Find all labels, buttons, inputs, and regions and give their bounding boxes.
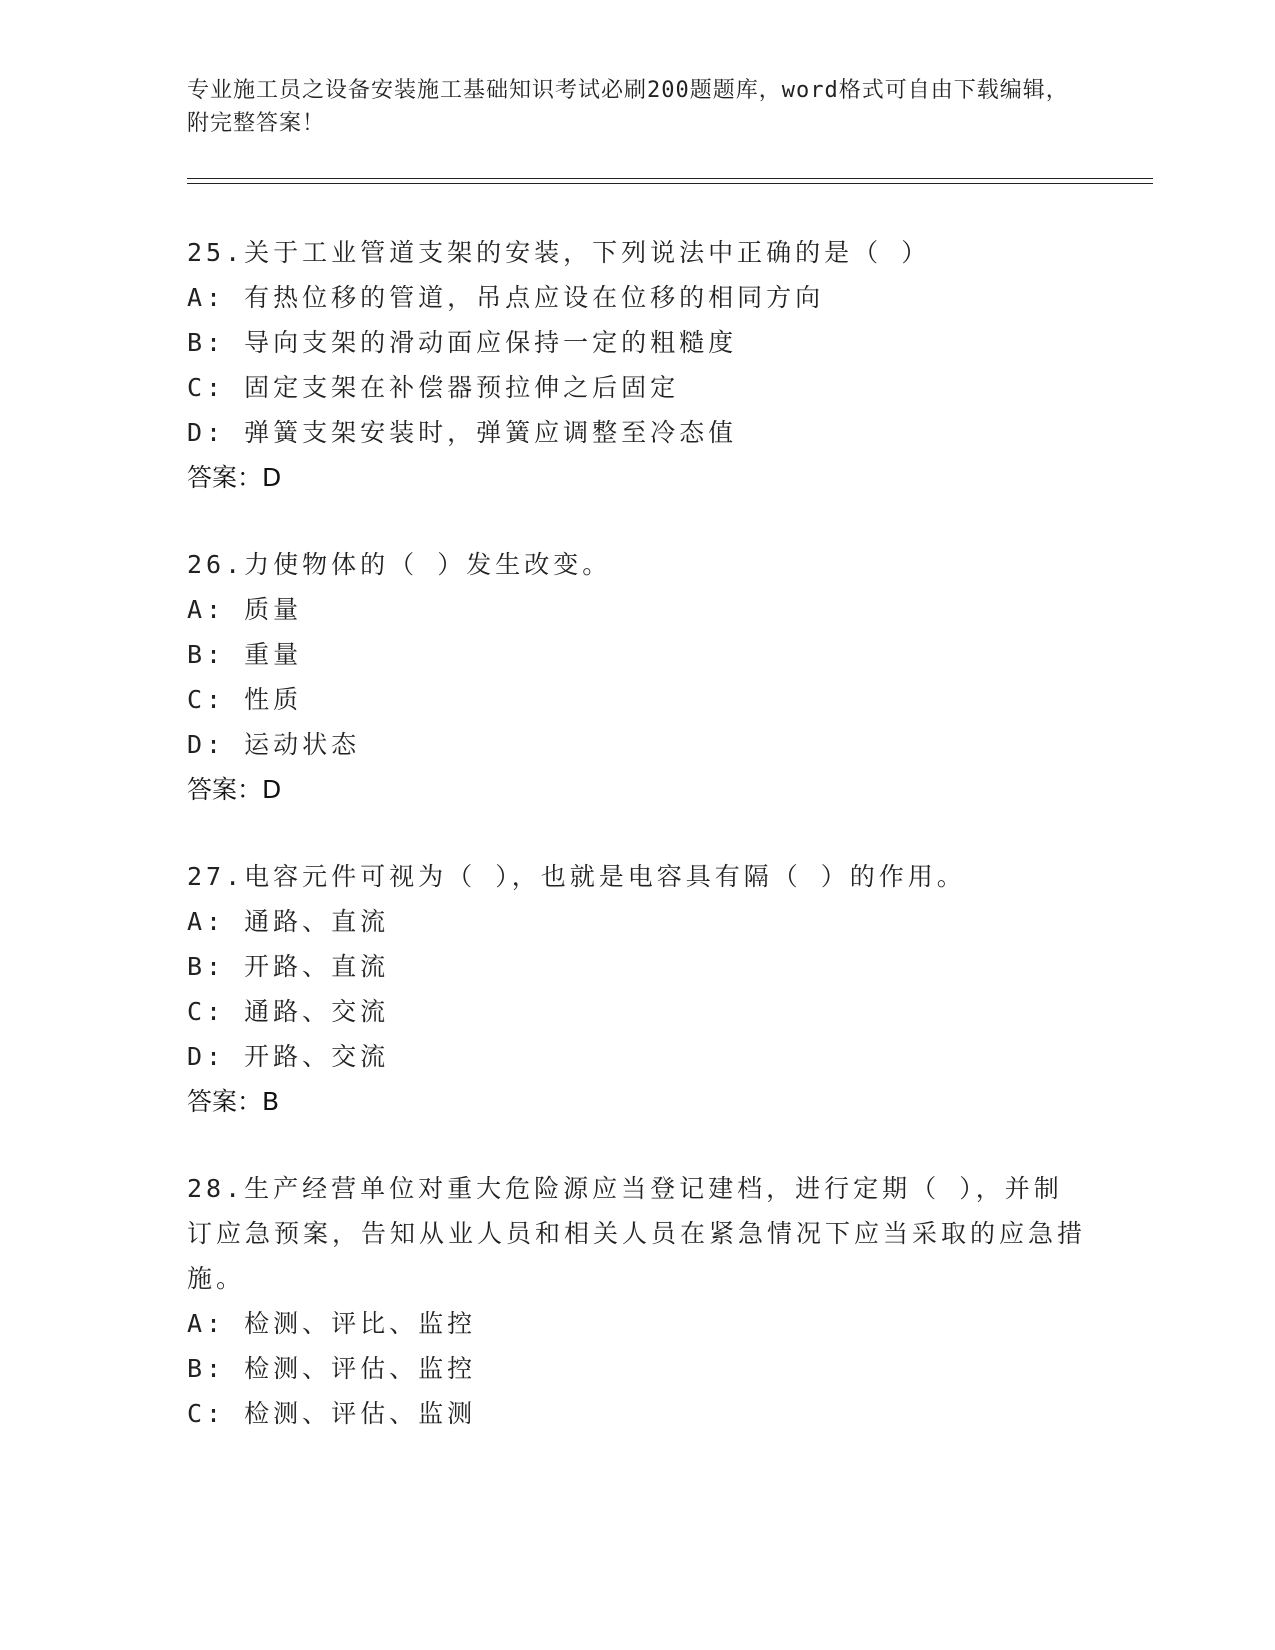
question-stem: 28.生产经营单位对重大危险源应当登记建档，进行定期（ ），并制订应急预案，告知从业人员和相关人员在紧急情况下应当采取的应急措施。 — [187, 1174, 1087, 1293]
question-stem: 26.力使物体的（ ）发生改变。 — [187, 550, 612, 579]
answer-label: 答案：B — [187, 1087, 280, 1116]
header-divider-top — [187, 178, 1153, 179]
question-list — [187, 230, 1087, 1478]
option-b: B: 开路、直流 — [187, 952, 390, 981]
option-a: A: 通路、直流 — [187, 907, 390, 936]
option-c: C: 检测、评估、监测 — [187, 1399, 477, 1428]
document-header: 专业施工员之设备安装施工基础知识考试必刷200题题库，word格式可自由下载编辑，附完整答案！ — [187, 78, 1069, 136]
question-26 — [187, 542, 1087, 812]
option-d: D: 弹簧支架安装时，弹簧应调整至冷态值 — [187, 418, 738, 447]
option-b: B: 重量 — [187, 640, 303, 669]
option-a: A: 质量 — [187, 595, 303, 624]
question-25 — [187, 230, 1087, 500]
option-c: C: 固定支架在补偿器预拉伸之后固定 — [187, 373, 680, 402]
option-a: A: 检测、评比、监控 — [187, 1309, 477, 1338]
question-stem: 25.关于工业管道支架的安装，下列说法中正确的是（ ） — [187, 238, 931, 267]
option-b: B: 检测、评估、监控 — [187, 1354, 477, 1383]
answer-label: 答案：D — [187, 775, 282, 804]
answer-label: 答案：D — [187, 463, 282, 492]
question-28 — [187, 1166, 1087, 1436]
option-c: C: 通路、交流 — [187, 997, 390, 1026]
option-a: A: 有热位移的管道，吊点应设在位移的相同方向 — [187, 283, 825, 312]
question-27 — [187, 854, 1087, 1124]
question-stem: 27.电容元件可视为（ ），也就是电容具有隔（ ）的作用。 — [187, 862, 966, 891]
option-b: B: 导向支架的滑动面应保持一定的粗糙度 — [187, 328, 738, 357]
option-c: C: 性质 — [187, 685, 303, 714]
option-d: D: 运动状态 — [187, 730, 361, 759]
header-divider-bottom — [187, 183, 1153, 184]
option-d: D: 开路、交流 — [187, 1042, 390, 1071]
